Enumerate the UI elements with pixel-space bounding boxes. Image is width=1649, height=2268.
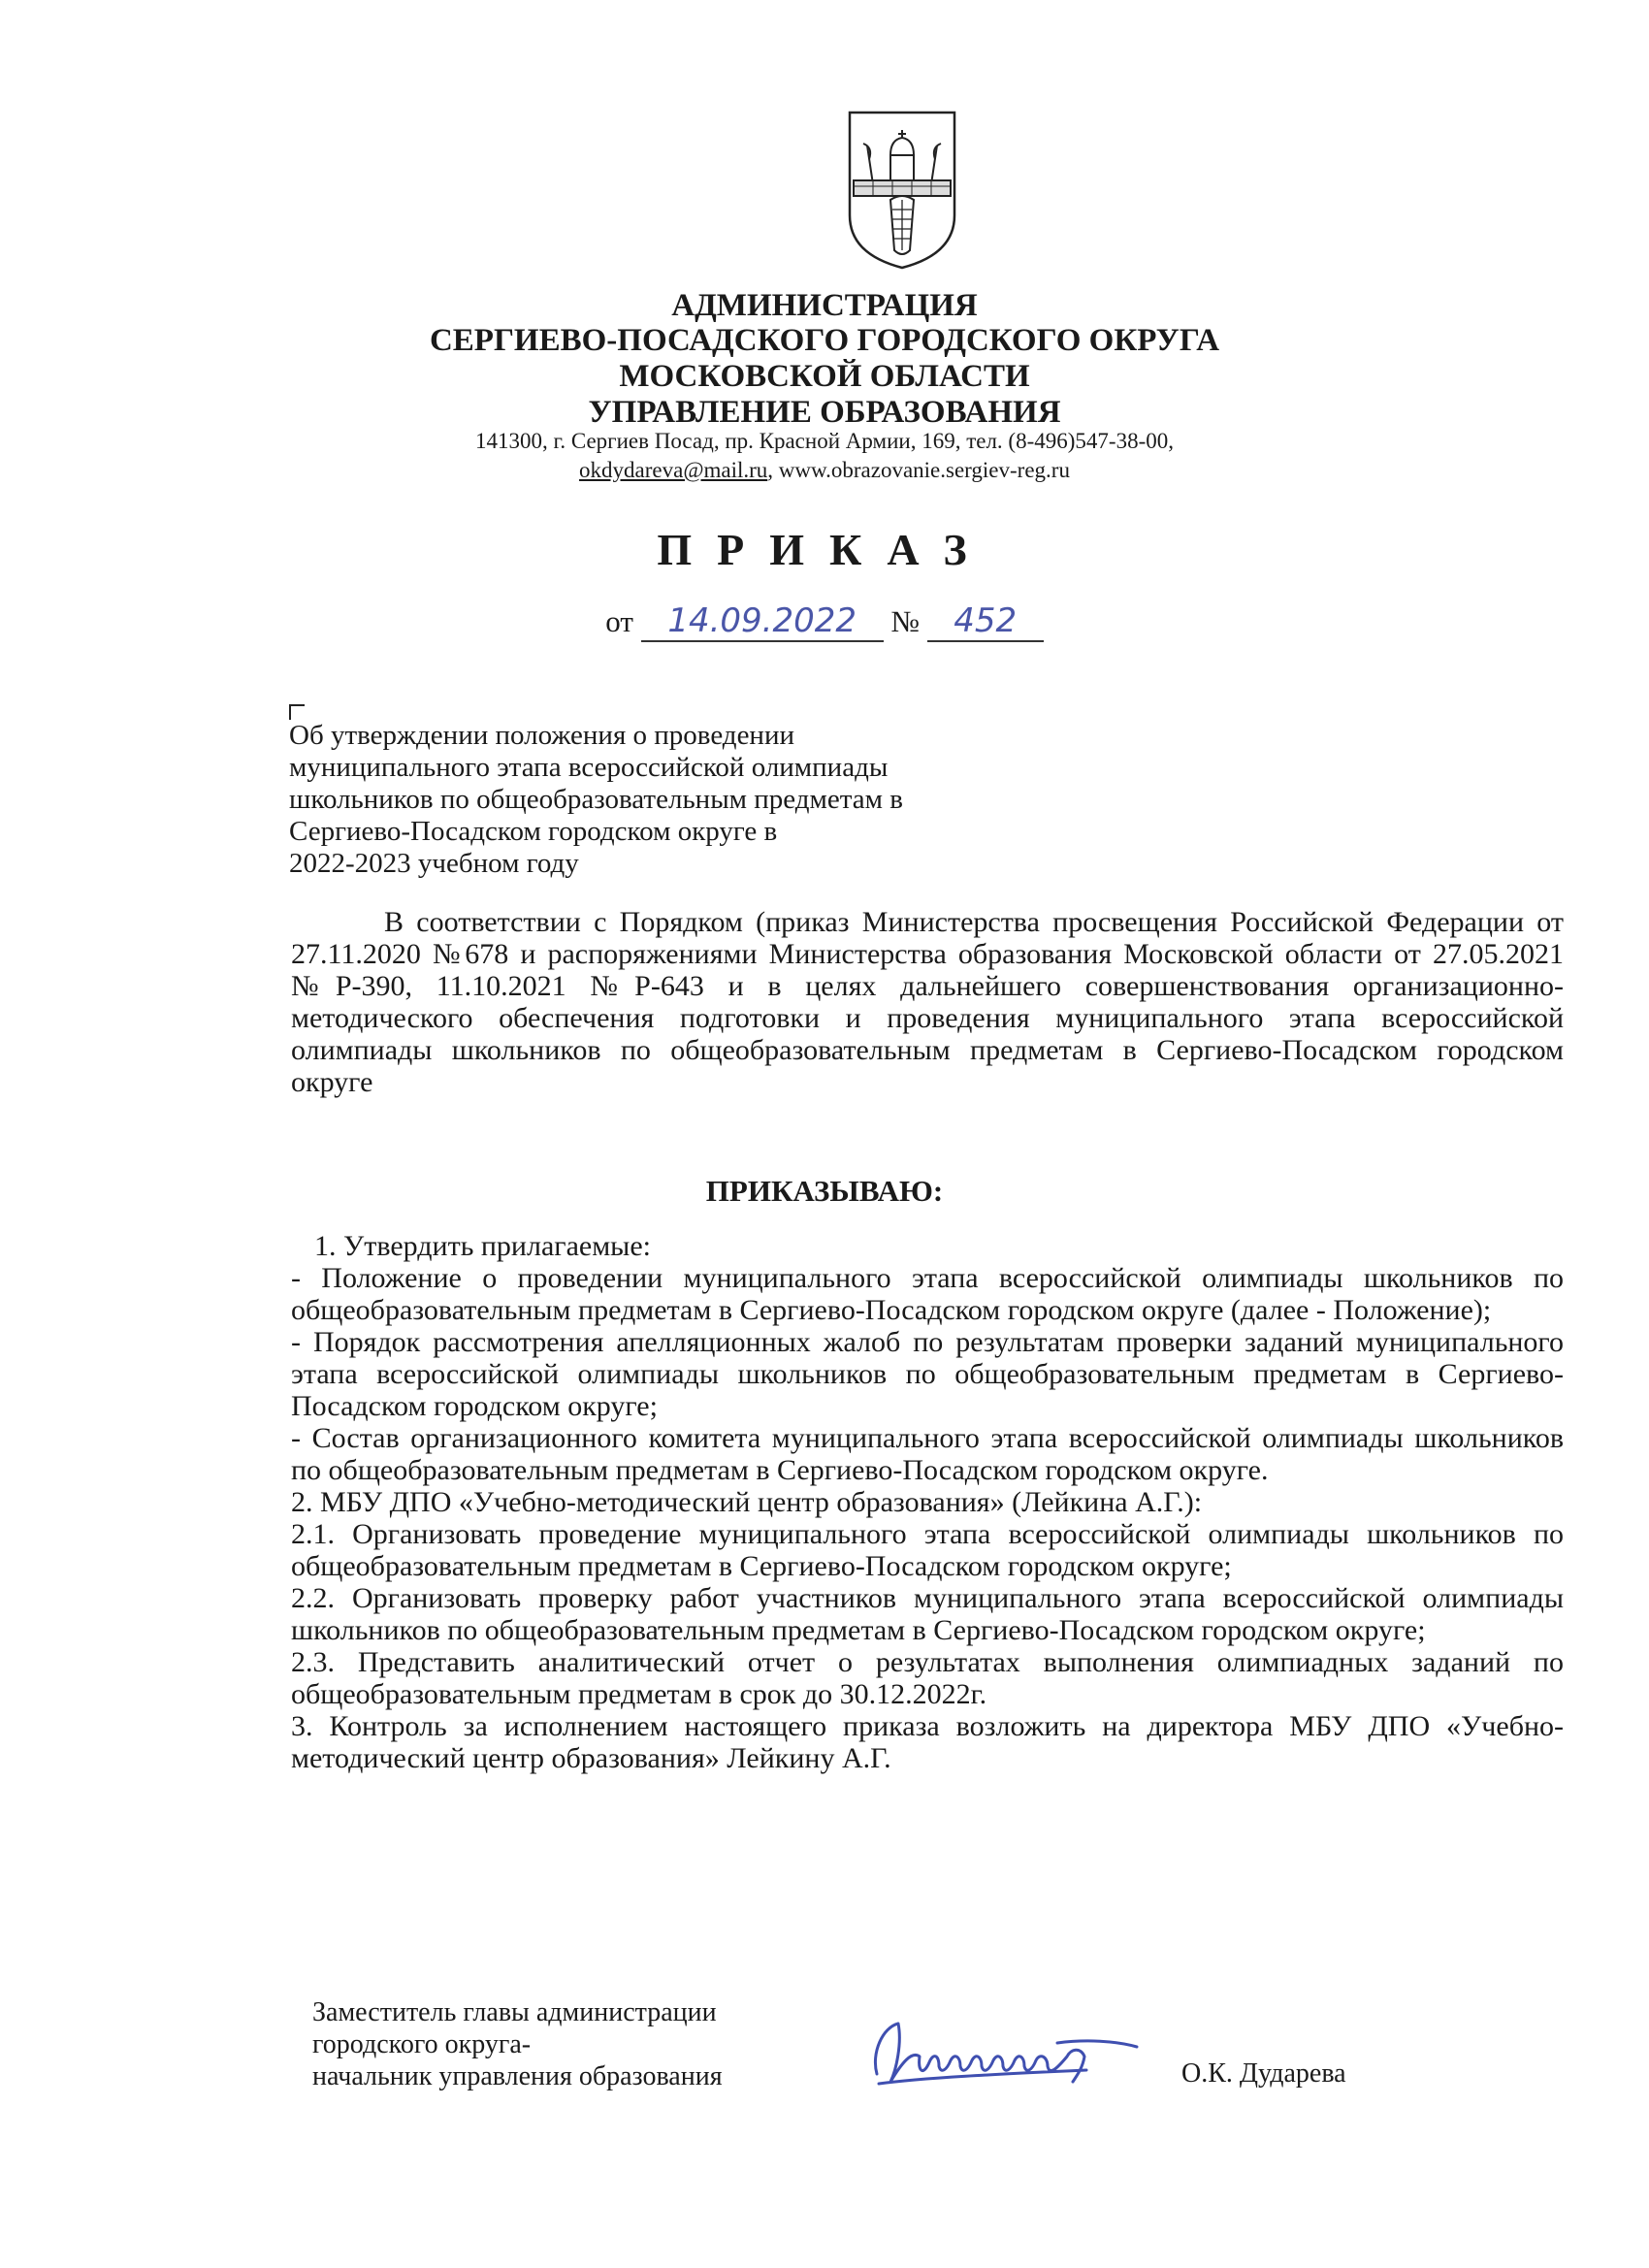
document-title: ПРИКАЗ	[657, 525, 992, 574]
order-item-1b: - Порядок рассмотрения апелляционных жалоб по результатам проверки заданий муниципального этапа всероссийской олимпиады школьников по общеобразовательным предметам в Сергиево-Посадском городском округе;	[291, 1326, 1564, 1422]
order-item-1: 1. Утвердить прилагаемые:	[314, 1230, 651, 1262]
order-item-2-2: 2.2. Организовать проверку работ участников муниципального этапа всероссийской олимпиады школьников по общеобразовательным предметам в Сергиево-Посадском городском округе;	[291, 1582, 1564, 1646]
signatory-name: О.К. Дударева	[1181, 2058, 1346, 2089]
contact-block	[0, 427, 1649, 485]
order-item-1a: - Положение о проведении муниципального этапа всероссийской олимпиады школьников по общеобразовательным предметам в Сергиево-Посадском городском округе (далее - Положение);	[291, 1262, 1564, 1326]
handwritten-date: 14.09.2022	[641, 601, 884, 642]
contact-line	[0, 456, 1649, 485]
order-subject	[289, 720, 1084, 880]
signatory-line: начальник управления образования	[312, 2061, 723, 2091]
order-item-2: 2. МБУ ДПО «Учебно-методический центр образования» (Лейкина А.Г.):	[291, 1486, 1203, 1518]
order-date-number-line	[0, 601, 1649, 642]
subject-line: школьников по общеобразовательным предметам в	[289, 784, 903, 815]
order-items-list	[291, 1230, 1564, 1774]
signatory-line: городского округа-	[312, 2029, 532, 2059]
preamble-paragraph: В соответствии с Порядком (приказ Министерства просвещения Российской Федерации от 27.11.2020 №678 и распоряжениями Министерства образования Московской области от 27.05.2021 №Р-390, 11.10.2021 №Р-643 и в целях дальнейшего совершенствования организационно-методического обеспечения подготовки и проведения муниципального этапа всероссийской олимпиады школьников по общеобразовательным предметам в Сергиево-Посадском городском округе	[291, 906, 1564, 1098]
handwritten-signature	[863, 2014, 1145, 2095]
signatory-line: Заместитель главы администрации	[312, 1997, 717, 2027]
order-command-heading: ПРИКАЗЫВАЮ:	[705, 1174, 944, 1208]
signatory-title	[312, 1996, 723, 2092]
order-item-3: 3. Контроль за исполнением настоящего приказа возложить на директора МБУ ДПО «Учебно-методический центр образования» Лейкину А.Г.	[291, 1710, 1564, 1774]
subject-corner-mark	[289, 704, 305, 720]
subject-line: Об утверждении положения о проведении	[289, 720, 794, 751]
website-text: , www.obrazovanie.sergiev-reg.ru	[767, 458, 1070, 482]
subject-line: 2022-2023 учебном году	[289, 848, 579, 879]
header-line-department: УПРАВЛЕНИЕ ОБРАЗОВАНИЯ	[588, 395, 1061, 430]
order-item-2-3: 2.3. Представить аналитический отчет о результатах выполнения олимпиадных заданий по общеобразовательным предметам в срок до 30.12.2022г.	[291, 1646, 1564, 1710]
order-item-2-1: 2.1. Организовать проведение муниципального этапа всероссийской олимпиады школьников по общеобразовательным предметам в Сергиево-Посадском городском округе;	[291, 1518, 1564, 1582]
number-sign: №	[890, 604, 920, 638]
header-line-district: СЕРГИЕВО-ПОСАДСКОГО ГОРОДСКОГО ОКРУГА	[429, 323, 1220, 358]
subject-line: Сергиево-Посадском городском округе в	[289, 816, 778, 847]
email-link[interactable]: okdydareva@mail.ru	[579, 458, 768, 482]
subject-line: муниципального этапа всероссийской олимпиады	[289, 752, 889, 783]
header-line-region: МОСКОВСКОЙ ОБЛАСТИ	[619, 359, 1030, 394]
handwritten-order-number: 452	[927, 601, 1044, 642]
header-line-administration: АДМИНИСТРАЦИЯ	[671, 288, 978, 323]
order-item-1c: - Состав организационного комитета муниципального этапа всероссийской олимпиады школьников по общеобразовательным предметам в Сергиево-Посадском городском округе.	[291, 1422, 1564, 1486]
postal-address: 141300, г. Сергиев Посад, пр. Красной Армии, 169, тел. (8-496)547-38-00,	[475, 429, 1174, 453]
date-prefix: от	[605, 604, 633, 638]
coat-of-arms-emblem	[844, 109, 960, 272]
